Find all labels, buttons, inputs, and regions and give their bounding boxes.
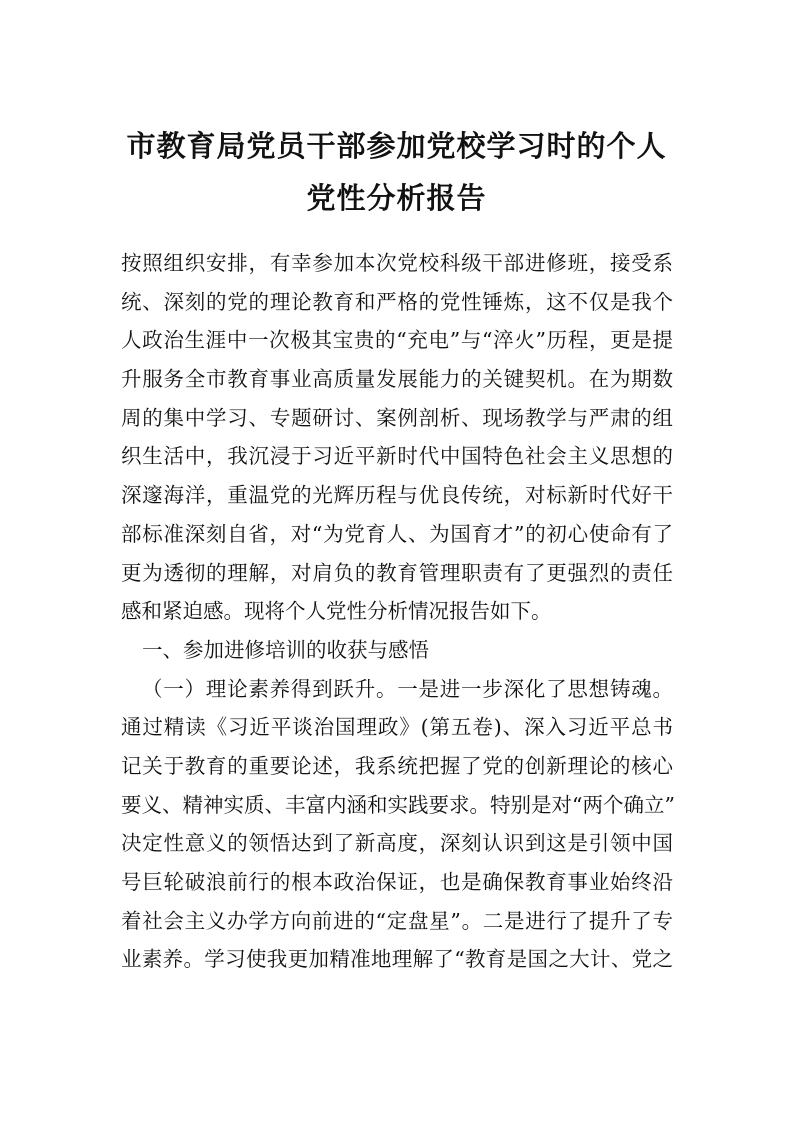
body-line: 记关于教育的重要论述，我系统把握了党的创新理论的核心 (121, 753, 673, 778)
body-line: 业素养。学习使我更加精准地理解了“教育是国之大计、党之 (121, 947, 673, 972)
body-line: 号巨轮破浪前行的根本政治保证，也是确保教育事业始终沿 (121, 870, 673, 894)
body-line: 部标准深刻自省，对“为党育人、为国育才”的初心使命有了 (121, 521, 673, 546)
body-line: 深邃海洋，重温党的光辉历程与优良传统，对标新时代好干 (121, 483, 673, 508)
body-line: 周的集中学习、专题研讨、案例剖析、现场教学与严肃的组 (121, 405, 673, 430)
body-line: 感和紧迫感。现将个人党性分析情况报告如下。 (121, 599, 552, 624)
document-title-line-1: 市教育局党员干部参加党校学习时的个人 (126, 129, 667, 163)
body-line: 更为透彻的理解，对肩负的教育管理职责有了更强烈的责任 (121, 560, 673, 585)
body-line: 人政治生涯中一次极其宝贵的“充电”与“淬火”历程，更是提 (121, 328, 673, 353)
body-line: 决定性意义的领悟达到了新高度，深刻认识到这是引领中国 (121, 831, 673, 856)
body-line: 按照组织安排，有幸参加本次党校科级干部进修班，接受系 (121, 251, 673, 275)
body-line: 统、深刻的党的理论教育和严格的党性锤炼，这不仅是我个 (121, 289, 673, 314)
document-body (121, 244, 673, 979)
body-line: 通过精读《习近平谈治国理政》(第五卷)、深入习近平总书 (121, 715, 673, 740)
document-title-line-2: 党性分析报告 (306, 181, 487, 215)
section-heading: 一、参加进修培训的收获与感悟 (142, 637, 429, 662)
body-line: 织生活中，我沉浸于习近平新时代中国特色社会主义思想的 (121, 444, 673, 469)
body-line: （一）理论素养得到跃升。一是进一步深化了思想铸魂。 (142, 676, 673, 701)
body-line: 着社会主义办学方向前进的“定盘星”。二是进行了提升了专 (121, 908, 673, 933)
body-line: 升服务全市教育事业高质量发展能力的关键契机。在为期数 (121, 367, 673, 392)
body-line: 要义、精神实质、丰富内涵和实践要求。特别是对“两个确立” (121, 792, 675, 817)
